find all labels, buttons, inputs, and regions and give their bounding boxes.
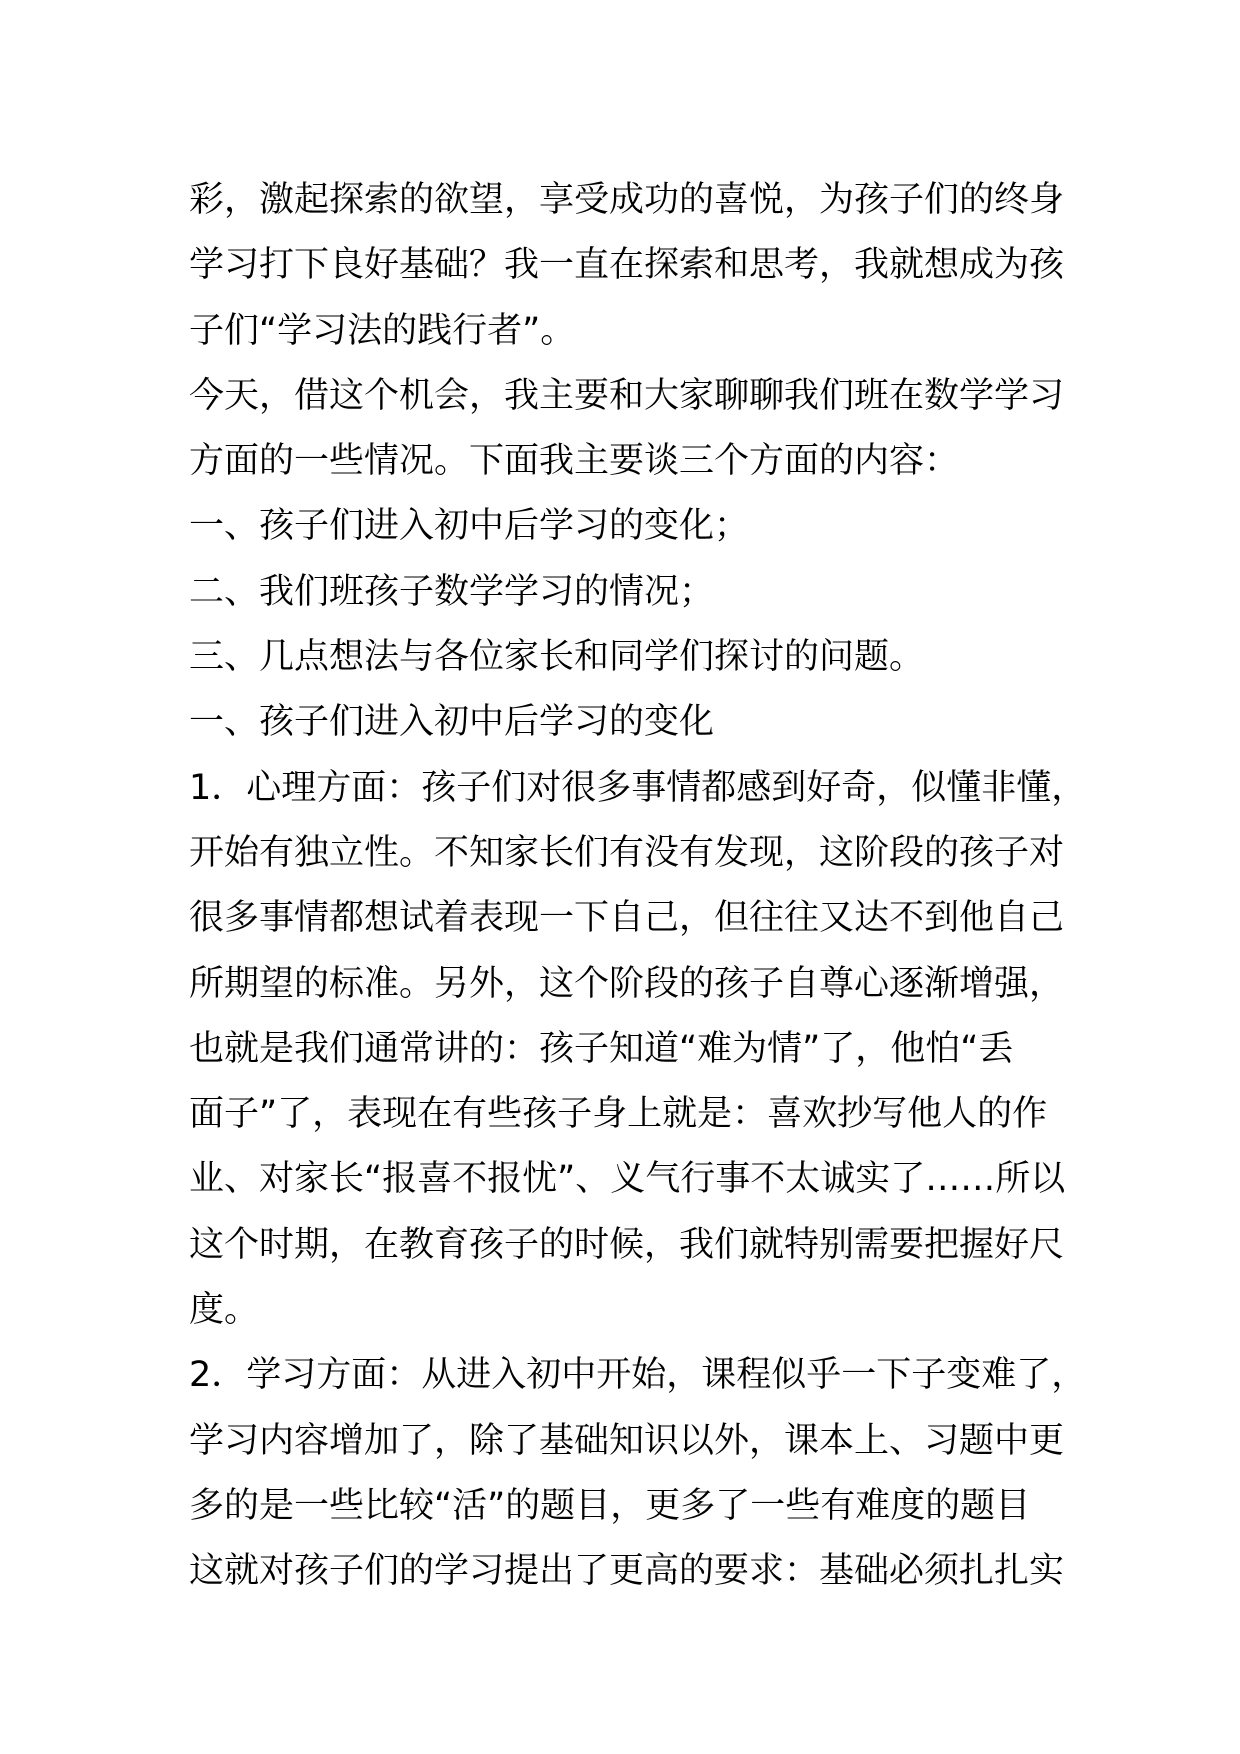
text-line: 业、对家长“报喜不报忧”、义气行事不太诚实了……所以 <box>189 1159 1066 1200</box>
text-line: 彩，激起探索的欲望，享受成功的喜悦，为孩子们的终身 <box>189 180 1065 220</box>
section-heading: 一、孩子们进入初中后学习的变化 <box>189 702 715 743</box>
text-line: 这个时期，在教育孩子的时候，我们就特别需要把握好尺 <box>189 1224 1065 1265</box>
text-line: 三、几点想法与各位家长和同学们探讨的问题。 <box>189 637 925 678</box>
text-line: 度。 <box>189 1290 260 1331</box>
text-line: 面子”了，表现在有些孩子身上就是：喜欢抄写他人的作 <box>189 1094 1048 1135</box>
text-line: 也就是我们通常讲的：孩子知道“难为情”了，他怕“丢 <box>189 1028 1014 1069</box>
text-line: 学习打下良好基础？我一直在探索和思考，我就想成为孩 <box>189 245 1065 286</box>
text-line: 2．学习方面：从进入初中开始，课程似乎一下子变难了， <box>189 1355 1087 1396</box>
document-body <box>189 168 1087 1605</box>
text-line: 多的是一些比较“活”的题目，更多了一些有难度的题目 <box>189 1485 1031 1526</box>
text-line: 二、我们班孩子数学学习的情况； <box>189 571 715 612</box>
text-line: 方面的一些情况。下面我主要谈三个方面的内容： <box>189 441 960 482</box>
text-line: 这就对孩子们的学习提出了更高的要求：基础必须扎扎实 <box>189 1551 1065 1592</box>
text-line: 开始有独立性。不知家长们有没有发现，这阶段的孩子对 <box>189 832 1065 873</box>
text-line: 很多事情都想试着表现一下自己，但往往又达不到他自己 <box>189 898 1065 939</box>
text-line: 所期望的标准。另外，这个阶段的孩子自尊心逐渐增强， <box>189 963 1065 1004</box>
text-line: 1．心理方面：孩子们对很多事情都感到好奇，似懂非懂， <box>189 767 1087 808</box>
text-line: 今天，借这个机会，我主要和大家聊聊我们班在数学学习 <box>189 375 1065 416</box>
text-line: 学习内容增加了，除了基础知识以外，课本上、习题中更 <box>189 1420 1065 1461</box>
text-line: 一、孩子们进入初中后学习的变化； <box>189 506 750 547</box>
text-line: 子们“学习法的践行者”。 <box>189 310 576 351</box>
